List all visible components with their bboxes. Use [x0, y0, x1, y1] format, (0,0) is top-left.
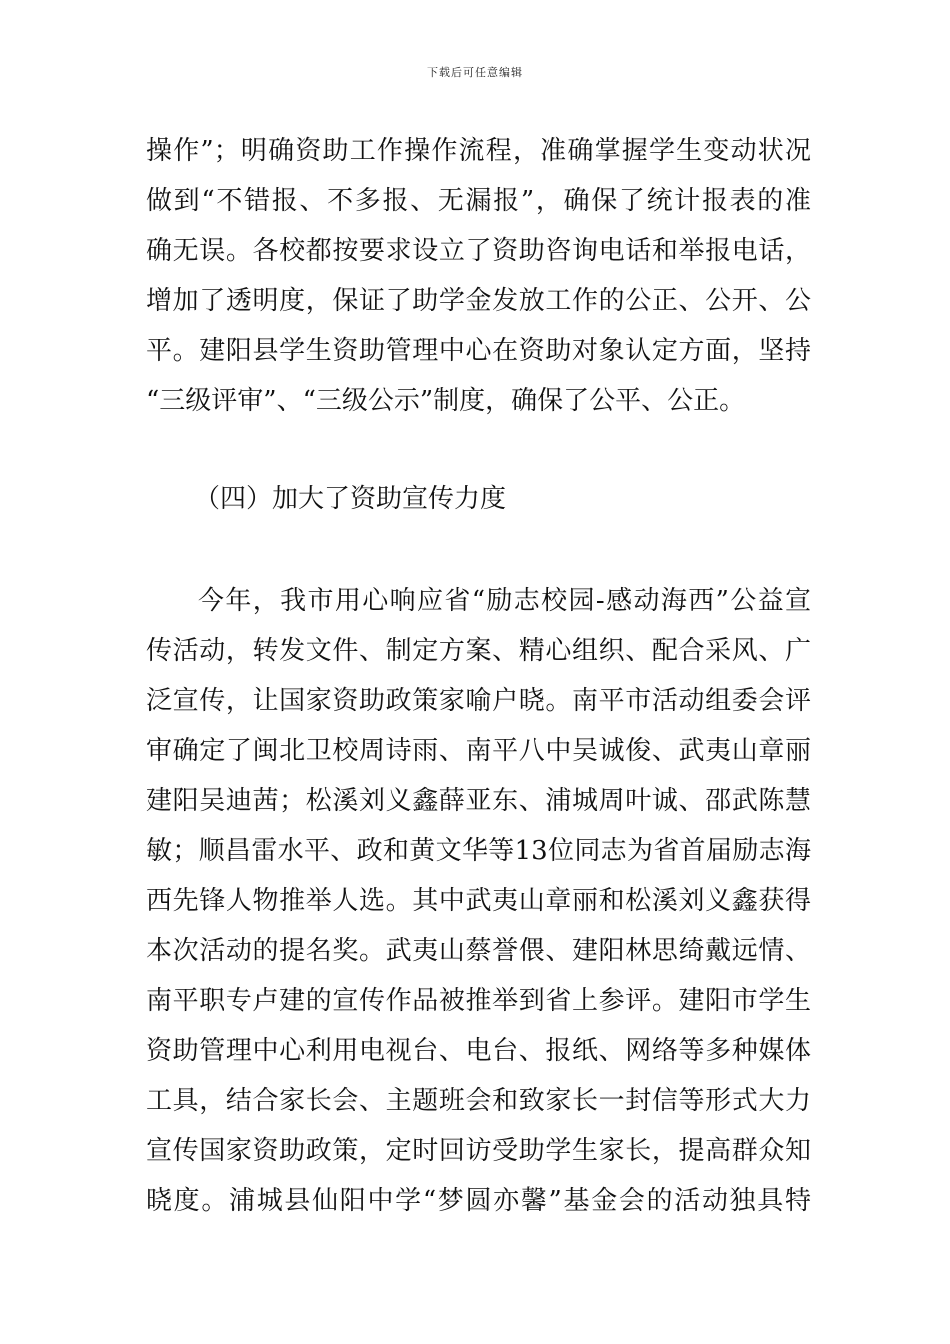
section-heading-text: （四）加大了资助宣传力度	[194, 484, 507, 514]
paragraph-line: “三级评审”、“三级公示”制度，确保了公平、公正。	[146, 386, 746, 416]
paragraph-line: 今年，我市用心响应省“励志校园-感动海西”公益宣	[198, 586, 811, 616]
paragraph-line: 增加了透明度，保证了助学金发放工作的公正、公开、公	[146, 286, 811, 316]
paragraph-line: 工具，结合家长会、主题班会和致家长一封信等形式大力	[146, 1086, 811, 1116]
paragraph-line: 平。建阳县学生资助管理中心在资助对象认定方面，坚持	[146, 336, 811, 366]
paragraph-publicity	[146, 576, 811, 1226]
paragraph-line: 传活动，转发文件、制定方案、精心组织、配合采风、广	[146, 636, 811, 666]
paragraph-line: 泛宣传，让国家资助政策家喻户晓。南平市活动组委会评	[146, 686, 811, 716]
section-heading	[194, 474, 794, 524]
paragraph-line: 晓度。浦城县仙阳中学“梦圆亦馨”基金会的活动独具特	[146, 1186, 811, 1216]
paragraph-line: 本次活动的提名奖。武夷山蔡誉偎、建阳林思绮戴远情、	[146, 936, 811, 966]
paragraph-line: 确无误。各校都按要求设立了资助咨询电话和举报电话，	[146, 236, 811, 266]
paragraph-line: 操作”；明确资助工作操作流程，准确掌握学生变动状况	[146, 136, 811, 166]
paragraph-line: 做到“不错报、不多报、无漏报”，确保了统计报表的准	[146, 186, 811, 216]
paragraph-line: 审确定了闽北卫校周诗雨、南平八中吴诚俊、武夷山章丽	[146, 736, 811, 766]
paragraph-line: 南平职专卢建的宣传作品被推举到省上参评。建阳市学生	[146, 986, 811, 1016]
paragraph-continued	[146, 126, 811, 426]
page-header-note: 下载后可任意编辑	[427, 66, 523, 79]
paragraph-line: 西先锋人物推举人选。其中武夷山章丽和松溪刘义鑫获得	[146, 886, 811, 916]
paragraph-line: 宣传国家资助政策，定时回访受助学生家长，提高群众知	[146, 1136, 811, 1166]
paragraph-line: 敏；顺昌雷水平、政和黄文华等13位同志为省首届励志海	[146, 836, 811, 866]
paragraph-line: 建阳吴迪茜；松溪刘义鑫薛亚东、浦城周叶诚、邵武陈慧	[146, 786, 811, 816]
paragraph-line: 资助管理中心利用电视台、电台、报纸、网络等多种媒体	[146, 1036, 811, 1066]
